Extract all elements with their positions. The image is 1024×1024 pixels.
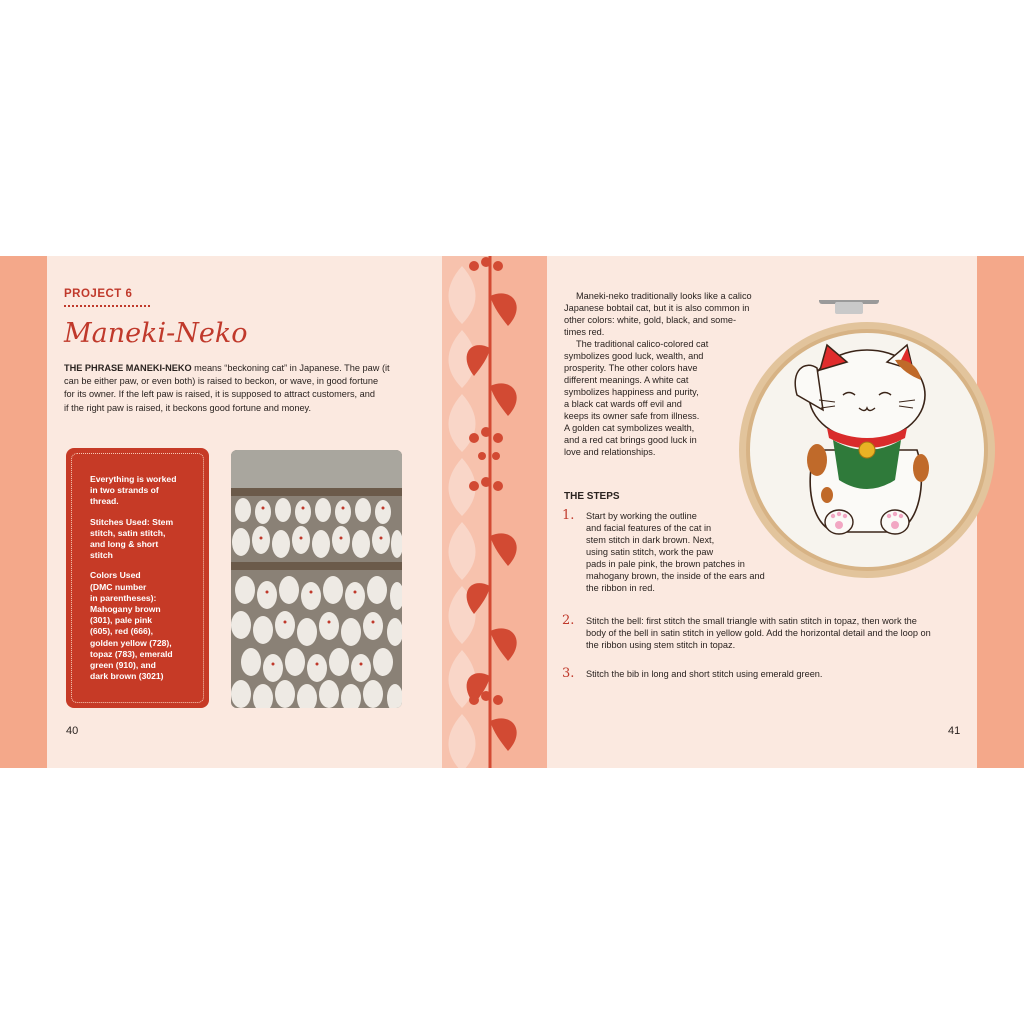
step-number: 2.	[562, 613, 575, 628]
info-line: (301), pale pink	[90, 615, 153, 626]
decorative-leaf-border	[442, 256, 547, 768]
embroidery-hoop-image	[735, 300, 997, 585]
leaf-pattern-icon	[442, 256, 547, 768]
info-line: topaz (783), emerald	[90, 648, 173, 659]
info-stitches	[90, 517, 200, 562]
info-line: and long & short	[90, 539, 159, 550]
intro-line: means “beckoning cat” in Japanese. The paw (it	[191, 363, 390, 373]
text-line: Japanese bobtail cat, but it is also common in	[564, 303, 750, 313]
text-line: keeps its owner safe from illness.	[564, 411, 700, 421]
right-intro-paragraph	[564, 290, 764, 458]
text-line: Stitch the bib in long and short stitch using emerald green.	[586, 669, 823, 679]
info-line: thread.	[90, 496, 119, 507]
info-line: (605), red (666),	[90, 626, 154, 637]
info-line: Colors Used	[90, 570, 141, 581]
intro-line: can be either paw, or even both) is raised to beckon, or wave, in good fortune	[64, 376, 379, 387]
info-line: (DMC number	[90, 581, 147, 592]
info-line: dark brown (3021)	[90, 671, 164, 682]
intro-line: if the right paw is raised, it beckons good fortune and money.	[64, 402, 312, 413]
info-line: Stitches Used: Stem	[90, 516, 174, 527]
text-line: mahogany brown, the inside of the ears and	[586, 571, 765, 581]
text-line: using satin stitch, work the paw	[586, 547, 714, 557]
info-line: golden yellow (728),	[90, 637, 172, 648]
text-line: times red.	[564, 327, 605, 337]
text-line: and a red cat brings good luck in	[564, 435, 697, 445]
page-title: Maneki-Neko	[64, 318, 248, 349]
page-number-right: 41	[948, 725, 961, 737]
text-line: symbolizes good luck, wealth, and	[564, 351, 704, 361]
text-line: the ribbon using stem stitch in topaz.	[586, 640, 736, 650]
figurines-photo-icon	[231, 450, 402, 708]
step-text	[586, 668, 976, 680]
text-line: stem stitch in dark brown. Next,	[586, 535, 715, 545]
text-line: symbolizes happiness and purity,	[564, 387, 699, 397]
text-line: body of the bell in satin stitch in yellow gold. Add the horizontal detail and the loop on	[586, 628, 931, 638]
step-number: 1.	[562, 508, 575, 523]
text-line: other colors: white, gold, black, and some-	[564, 315, 737, 325]
text-line: a black cat wards off evil and	[564, 399, 682, 409]
info-line: stitch	[90, 550, 113, 561]
step-text	[586, 615, 976, 651]
project-label: PROJECT 6	[64, 288, 133, 300]
text-line: love and relationships.	[564, 447, 656, 457]
text-line: prosperity. The other colors have	[564, 363, 698, 373]
text-line: the ribbon in red.	[586, 583, 655, 593]
info-line: Mahogany brown	[90, 604, 161, 615]
intro-line: for its owner. If the left paw is raised, it is supposed to attract customers, and	[64, 389, 375, 400]
text-line: The traditional calico-colored cat	[576, 339, 709, 349]
text-line: Start by working the outline	[586, 511, 697, 521]
maneki-neko-figurines-photo	[231, 450, 402, 708]
info-box-text	[90, 474, 200, 691]
dotted-divider	[64, 305, 150, 307]
text-line: pads in pale pink, the brown patches in	[586, 559, 745, 569]
info-line: in two strands of	[90, 485, 159, 496]
text-line: different meanings. A white cat	[564, 375, 689, 385]
info-colors	[90, 570, 200, 682]
intro-paragraph	[64, 362, 396, 415]
info-line: Everything is worked	[90, 474, 177, 484]
text-line: and facial features of the cat in	[586, 523, 712, 533]
text-line: A golden cat symbolizes wealth,	[564, 423, 695, 433]
info-line: in parentheses):	[90, 592, 157, 603]
step-number: 3.	[562, 666, 575, 681]
page-number-left: 40	[66, 725, 79, 737]
info-line: stitch, satin stitch,	[90, 527, 166, 538]
info-threads	[90, 474, 200, 508]
maneki-neko-embroidery-icon	[735, 300, 997, 585]
info-line: green (910), and	[90, 660, 156, 671]
steps-heading: THE STEPS	[564, 491, 620, 502]
text-line: Stitch the bell: first stitch the small triangle with satin stitch in topaz, then work the	[586, 616, 917, 626]
text-line: Maneki-neko traditionally looks like a calico	[576, 291, 752, 301]
intro-lead: THE PHRASE MANEKI-NEKO	[64, 363, 192, 373]
